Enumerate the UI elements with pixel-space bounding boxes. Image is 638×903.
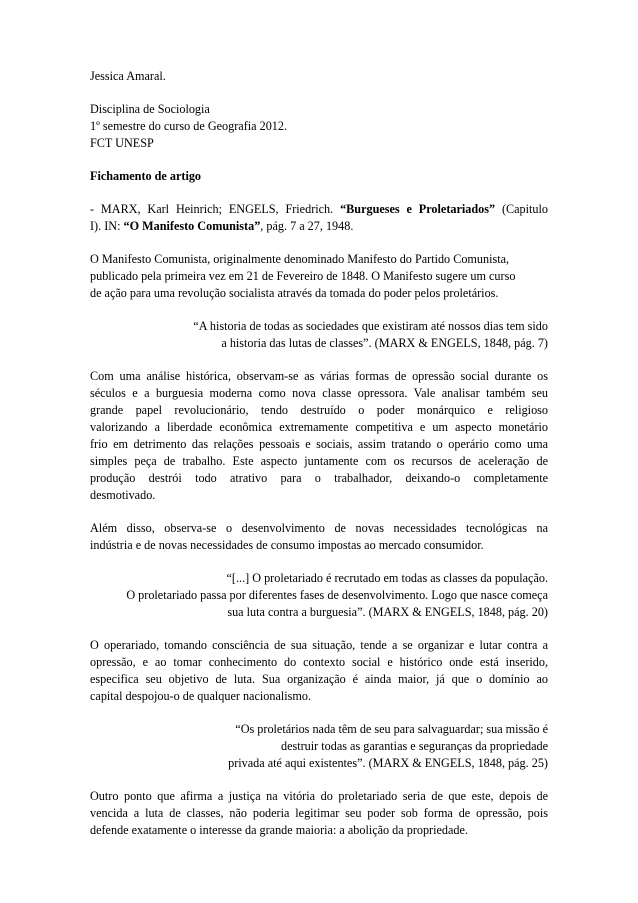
text-line: produção destrói todo atrativo para o trabalhador, deixando-o completamente	[90, 471, 548, 485]
text-line: valorizando a liberdade econômica extremamente competitiva e um aspecto monetário	[90, 420, 548, 434]
text-line: especifica seu objetivo de luta. Sua organização é ainda maior, já que o domínio ao	[90, 672, 548, 686]
paragraph-intro	[90, 251, 548, 302]
quote-1	[90, 318, 548, 352]
text-line: Outro ponto que afirma a justiça na vitória do proletariado seria de que este, depois de	[90, 789, 548, 803]
text-line: O operariado, tomando consciência de sua situação, tende a se organizar e lutar contra a	[90, 638, 548, 652]
reference-citation	[90, 201, 548, 235]
text-line: simples peça de trabalho. Este aspecto juntamente com os recursos de aceleração de	[90, 454, 548, 468]
text-line: Com uma análise histórica, observam-se as várias formas de opressão social durante os	[90, 369, 548, 383]
text-line: O Manifesto Comunista, originalmente denominado Manifesto do Partido Comunista,	[90, 252, 510, 266]
text-line: capital despojou-o de qualquer nacionalismo.	[90, 689, 311, 703]
quote-3	[90, 721, 548, 772]
quote-line: a historia das lutas de classes”. (MARX & ENGELS, 1848, pág. 7)	[221, 336, 548, 350]
reference-line-2: I). IN: “O Manifesto Comunista”, pág. 7 a 27, 1948.	[90, 219, 354, 233]
paragraph-conclusion	[90, 788, 548, 839]
author-block	[90, 68, 548, 85]
document-title-block	[90, 168, 548, 185]
paragraph-needs	[90, 520, 548, 554]
quote-line: “[...] O proletariado é recrutado em todas as classes da população.	[226, 571, 548, 585]
text-line: vencida a luta de classes, não poderia legitimar seu poder sob forma de opressão, pois	[90, 806, 548, 820]
text-line: desmotivado.	[90, 488, 156, 502]
quote-line: “A historia de todas as sociedades que existiram até nossos dias tem sido	[193, 319, 548, 333]
semester: 1º semestre do curso de Geografia 2012.	[90, 119, 288, 133]
text-line: indústria e de novas necessidades de consumo impostas ao mercado consumidor.	[90, 538, 484, 552]
text-line: de ação para uma revolução socialista através da tomada do poder pelos proletários.	[90, 286, 499, 300]
text-line: publicado pela primeira vez em 21 de Fevereiro de 1848. O Manifesto sugere um curso	[90, 269, 516, 283]
course-info-block	[90, 101, 548, 152]
quote-line: “Os proletários nada têm de seu para salvaguardar; sua missão é	[235, 722, 548, 736]
text-line: Além disso, observa-se o desenvolvimento de novas necessidades tecnológicas na	[90, 521, 548, 535]
quote-line: destruir todas as garantias e seguranças da propriedade	[280, 739, 548, 753]
discipline: Disciplina de Sociologia	[90, 102, 210, 116]
paragraph-analysis	[90, 368, 548, 504]
quote-2	[90, 570, 548, 621]
quote-line: O proletariado passa por diferentes fases de desenvolvimento. Logo que nasce começa	[126, 588, 548, 602]
quote-line: privada até aqui existentes”. (MARX & ENGELS, 1848, pág. 25)	[228, 756, 548, 770]
text-line: frio em detrimento das relações pessoais e sociais, assim tratando o operário como uma	[90, 437, 548, 451]
text-line: defende exatamente o interesse da grande maioria: a abolição da propriedade.	[90, 823, 468, 837]
chapter-title: “Burgueses e Proletariados”	[340, 202, 496, 216]
paragraph-workers	[90, 637, 548, 705]
quote-line: sua luta contra a burguesia”. (MARX & ENGELS, 1848, pág. 20)	[227, 605, 548, 619]
document-title: Fichamento de artigo	[90, 169, 202, 183]
book-title: “O Manifesto Comunista”	[123, 219, 261, 233]
document-page	[90, 68, 548, 855]
text-line: grande papel revolucionário, tendo destruído o poder monárquico e religioso	[90, 403, 548, 417]
text-line: opressão, e ao tomar conhecimento do contexto social e histórico onde está inserido,	[90, 655, 548, 669]
text-line: séculos e a burguesia moderna como nova classe opressora. Vale analisar também seu	[90, 386, 548, 400]
author-name: Jessica Amaral.	[90, 69, 166, 83]
reference-line-1: - MARX, Karl Heinrich; ENGELS, Friedrich. “Burgueses e Proletariados” (Capitulo	[90, 202, 548, 216]
institution: FCT UNESP	[90, 136, 154, 150]
